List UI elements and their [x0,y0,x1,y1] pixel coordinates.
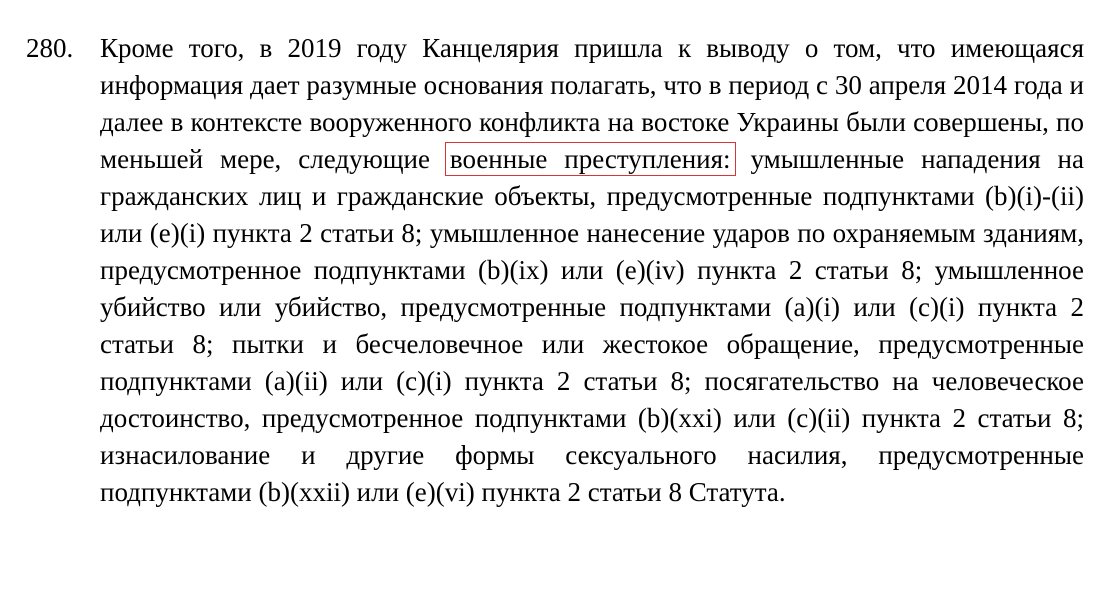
paragraph-number: 280. [26,33,74,63]
paragraph-text-before: Кроме того, в 2019 году Канцелярия пришла к выводу о том, что имеющаяся информация дает разумные основания полагать, что в период с 30 апреля 2014 года и далее в контексте вооруженного конфликта на востоке Украины были совершены, по меньшей мере, следующие [100,33,1084,174]
highlighted-term: военные преступления: [447,144,734,174]
paragraph-body [100,30,1084,511]
paragraph-text-after: умышленные нападения на гражданских лиц и гражданские объекты, предусмотренные подпунктами (b)(i)-(ii) или (e)(i) пункта 2 статьи 8; умышленное нанесение ударов по охраняемым зданиям, предусмотренное подпунктами (b)(ix) или (e)(iv) пункта 2 статьи 8; умышленное убийство или убийство, предусмотренные подпунктами (a)(i) или (c)(i) пункта 2 статьи 8; пытки и бесчеловечное или жестокое обращение, предусмотренные подпунктами (a)(ii) или (c)(i) пункта 2 статьи 8; посягательство на человеческое достоинство, предусмотренное подпунктами (b)(xxi) или (c)(ii) пункта 2 статьи 8; изнасилование и другие формы сексуального насилия, предусмотренные подпунктами (b)(xxii) или (e)(vi) пункта 2 статьи 8 Статута. [100,144,1084,507]
